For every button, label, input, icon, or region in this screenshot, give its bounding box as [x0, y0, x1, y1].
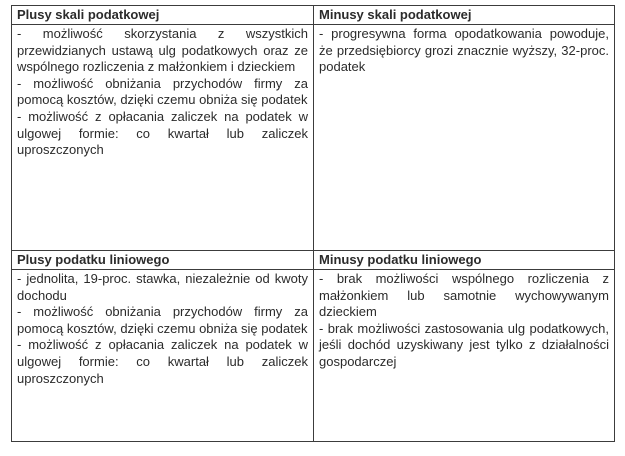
list-item: - możliwość z opłacania zaliczek na podatek w ulgowej formie: co kwartał lub zaliczek uproszczonych	[17, 337, 308, 386]
list-item: - możliwość z opłacania zaliczek na podatek w ulgowej formie: co kwartał lub zaliczek uproszczonych	[17, 108, 308, 158]
header-minusy-skali-podatkowej: Minusy skali podatkowej	[314, 6, 615, 25]
tax-comparison-document	[11, 5, 614, 442]
cell-minusy-skali-podatkowej	[314, 25, 615, 251]
list-item: - możliwość skorzystania z wszystkich przewidzianych ustawą ulg podatkowych oraz ze wspólnego rozliczenia z małżonkiem i dzieckiem	[17, 26, 308, 75]
cell-plusy-podatku-liniowego	[12, 270, 314, 442]
list-item: - możliwość obniżania przychodów firmy za pomocą kosztów, dzięki czemu obniża się podatek	[17, 304, 308, 336]
list-item: - progresywna forma opodatkowania powoduje, że przedsiębiorcy grozi znacznie wyższy, 32-proc. podatek	[319, 26, 609, 75]
cell-plusy-skali-podatkowej	[12, 25, 314, 251]
list-item: - brak możliwości zastosowania ulg podatkowych, jeśli dochód uzyskiwany jest tylko z działalności gospodarczej	[319, 320, 609, 369]
table-header-row	[12, 251, 615, 270]
header-plusy-podatku-liniowego: Plusy podatku liniowego	[12, 251, 314, 270]
header-plusy-skali-podatkowej: Plusy skali podatkowej	[12, 6, 314, 25]
tax-comparison-table	[11, 5, 615, 442]
header-minusy-podatku-liniowego: Minusy podatku liniowego	[314, 251, 615, 270]
list-item: - jednolita, 19-proc. stawka, niezależnie od kwoty dochodu	[17, 271, 308, 303]
table-row	[12, 270, 615, 442]
table-header-row	[12, 6, 615, 25]
list-item: - brak możliwości wspólnego rozliczenia z małżonkiem lub samotnie wychowywanym dzieckiem	[319, 271, 609, 320]
table-row	[12, 25, 615, 251]
cell-minusy-podatku-liniowego	[314, 270, 615, 442]
list-item: - możliwość obniżania przychodów firmy za pomocą kosztów, dzięki czemu obniża się podatek	[17, 75, 308, 108]
